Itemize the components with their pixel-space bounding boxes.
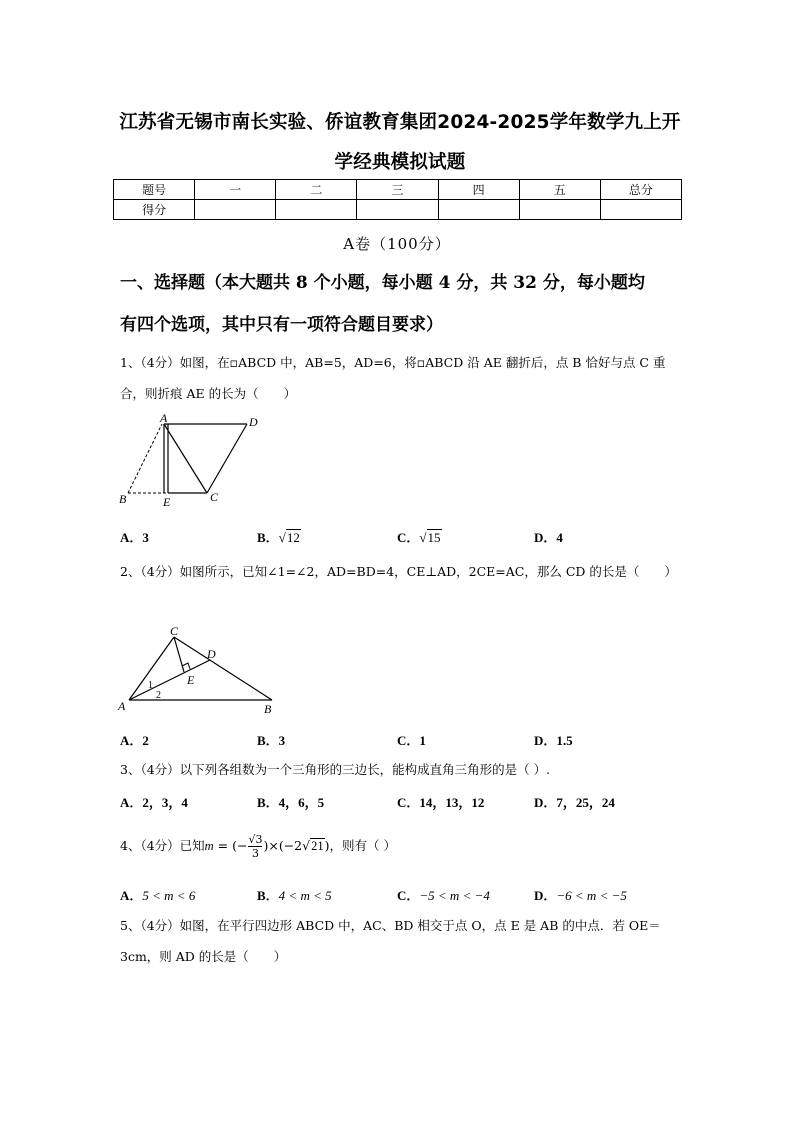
score-input-cell[interactable] [600, 200, 681, 220]
score-cell: 总分 [600, 180, 681, 200]
q1-option-b-label: B． [257, 530, 279, 545]
part1-heading-line1: 一、选择题（本大题共 8 个小题，每小题 4 分，共 32 分，每小题均 [120, 273, 645, 293]
q2-option-d[interactable]: D．1.5 [534, 733, 573, 748]
fig2-label-c: C [170, 624, 179, 638]
q3-option-b[interactable]: B．4，6，5 [257, 795, 325, 810]
q4-option-b-label: B． [257, 888, 279, 903]
q2-option-b[interactable]: B．3 [257, 733, 286, 748]
fig1-label-d: D [249, 415, 258, 429]
section-a-heading: A卷（100分） [343, 235, 451, 253]
score-cell: 题号 [114, 180, 195, 200]
q4-option-a-label: A． [120, 888, 143, 903]
q4-option-a-expr: 5 < m < 6 [142, 888, 196, 903]
sqrt-symbol: √12 [278, 530, 300, 545]
part1-heading-line2: 有四个选项，其中只有一项符合题目要求） [120, 315, 443, 335]
fig1-label-a: A [160, 412, 168, 425]
q4-variable-m: m [204, 839, 214, 853]
q4-option-c-label: C． [397, 888, 420, 903]
fig1-line-dc [207, 424, 247, 493]
score-cell: 三 [357, 180, 438, 200]
q4-option-c[interactable] [397, 885, 490, 904]
fig2-line-ad [129, 660, 210, 700]
fig2-label-d: D [207, 647, 216, 661]
q1-option-c-label: C． [397, 530, 420, 545]
question-1-figure [116, 412, 266, 512]
score-cell: 四 [438, 180, 519, 200]
fig2-line-cb [174, 637, 272, 700]
fig2-label-b: B [264, 702, 272, 716]
question-1-options [120, 527, 680, 549]
score-input-cell[interactable] [438, 200, 519, 220]
q1-option-b-radicand: 12 [286, 530, 300, 545]
q4-option-d-label: D． [534, 888, 557, 903]
exam-title-line1: 江苏省无锡市南长实验、侨谊教育集团2024-2025学年数学九上开 [119, 112, 681, 133]
q4-option-d-expr: −6 < m < −5 [556, 888, 627, 903]
q2-option-a[interactable]: A．2 [120, 733, 149, 748]
q1-option-d[interactable]: D．4 [534, 530, 563, 545]
q4-denominator: 3 [251, 847, 259, 860]
q4-numerator: √3 [248, 833, 263, 846]
sqrt-symbol: √15 [419, 530, 441, 545]
q3-option-d[interactable]: D．7，25，24 [534, 795, 615, 810]
q3-option-c[interactable]: C．14，13，12 [397, 795, 485, 810]
fig2-label-angle-2: 2 [156, 690, 161, 701]
q3-option-a[interactable]: A．2，3，4 [120, 795, 188, 810]
q4-option-b-expr: 4 < m < 5 [278, 888, 332, 903]
score-cell: 得分 [114, 200, 195, 220]
score-cell: 一 [195, 180, 276, 200]
q1-option-b[interactable] [257, 527, 301, 546]
question-5-text: 5、（4分）如图，在平行四边形 ABCD 中，AC、BD 相交于点 O，点 E 是 AB 的中点．若 OE＝3cm，则 AD 的长是（ ） [120, 918, 661, 964]
q4-eq: = (− [213, 838, 248, 853]
score-table-score-row [114, 200, 682, 220]
question-2-figure [116, 624, 286, 716]
q4-fraction [248, 833, 262, 860]
q1-option-c-radicand: 15 [427, 530, 441, 545]
score-cell: 五 [519, 180, 600, 200]
question-3-text: 3、（4分）以下列各组数为一个三角形的三边长，能构成直角三角形的是（ ）. [120, 762, 551, 777]
q4-option-c-expr: −5 < m < −4 [419, 888, 490, 903]
score-table [113, 179, 682, 220]
q4-radicand: 21 [311, 839, 324, 853]
question-1-text: 1、（4分）如图，在▫ABCD 中，AB=5，AD=6，将▫ABCD 沿 AE 翻折后，点 B 恰好与点 C 重合，则折痕 AE 的长为（ ） [120, 355, 666, 401]
q4-option-b[interactable] [257, 885, 332, 904]
q4-prefix: 4、（4分）已知 [120, 838, 205, 853]
fig1-label-e: E [163, 495, 171, 509]
score-input-cell[interactable] [195, 200, 276, 220]
question-4-text [120, 832, 676, 860]
score-table-header-row [114, 180, 682, 200]
fig1-label-b: B [119, 492, 127, 506]
question-3-options [120, 792, 680, 814]
fig2-label-e: E [187, 673, 195, 687]
question-2-text: 2、（4分）如图所示，已知∠1=∠2，AD=BD=4，CE⊥AD，2CE=AC，那么 CD 的长是（ ） [120, 564, 677, 579]
fig2-label-angle-1: 1 [148, 680, 153, 691]
question-4-options [120, 885, 680, 907]
score-input-cell[interactable] [519, 200, 600, 220]
q4-option-a[interactable] [120, 885, 195, 904]
q4-rest: )×(−2 [263, 838, 303, 853]
score-input-cell[interactable] [357, 200, 438, 220]
score-cell: 二 [276, 180, 357, 200]
score-input-cell[interactable] [276, 200, 357, 220]
q4-option-d[interactable] [534, 885, 627, 904]
q4-tail: )，则有（ ） [324, 838, 396, 853]
q1-option-a[interactable]: A．3 [120, 530, 149, 545]
fig1-line-ac [164, 424, 207, 493]
fig1-line-bd [128, 424, 162, 493]
fig2-label-a: A [118, 699, 126, 713]
exam-title-line2: 学经典模拟试题 [334, 152, 466, 173]
question-2-options [120, 730, 680, 752]
q1-option-c[interactable] [397, 527, 442, 546]
sqrt-symbol: √21 [302, 838, 324, 853]
fig1-label-c: C [210, 490, 219, 504]
q2-option-c[interactable]: C．1 [397, 733, 426, 748]
